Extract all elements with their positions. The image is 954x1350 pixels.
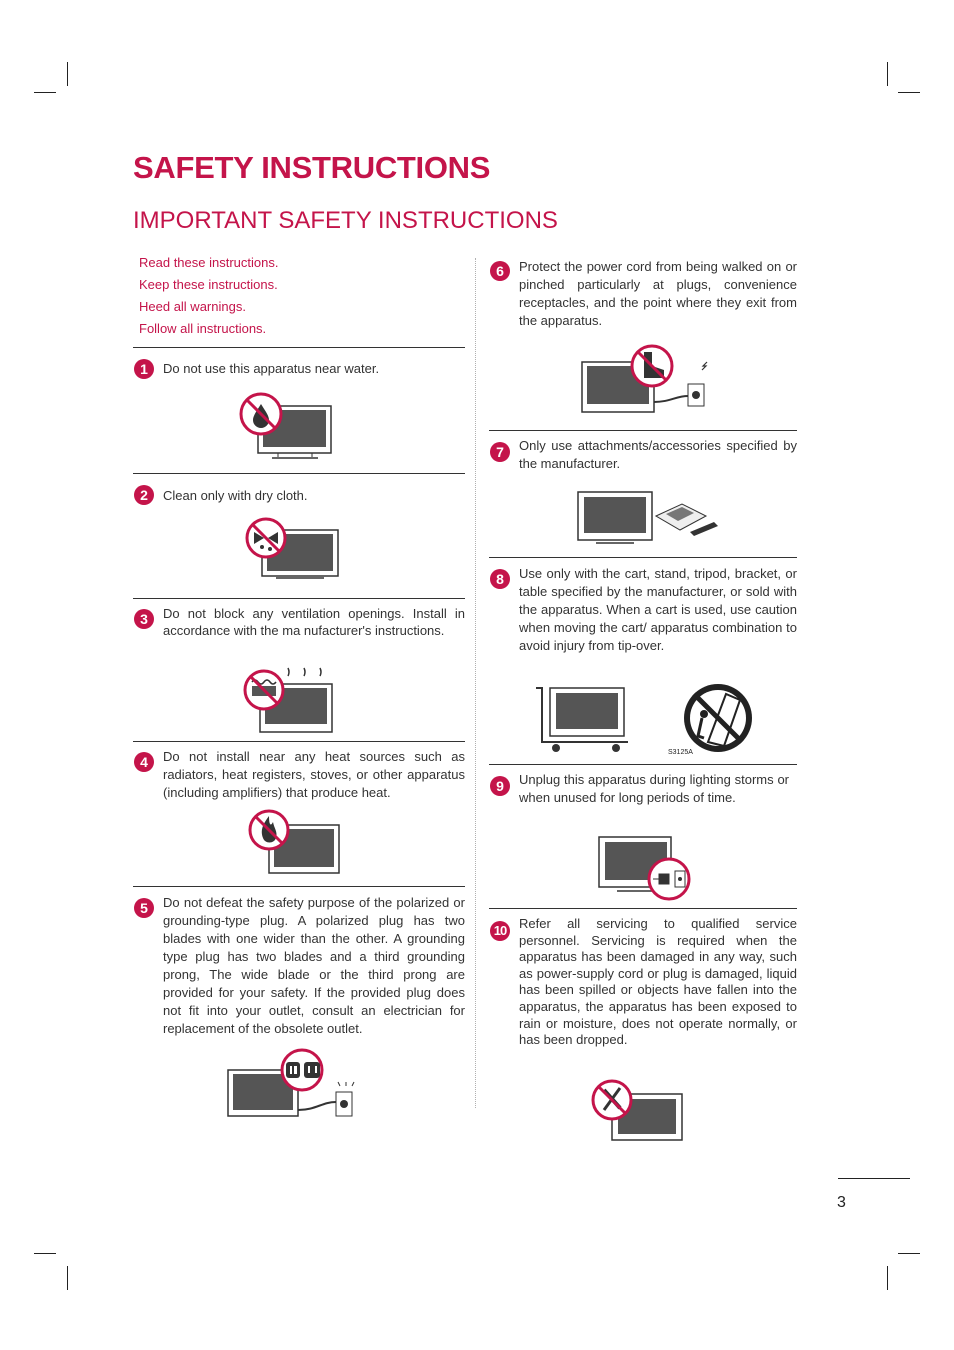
- item-text-6: Protect the power cord from being walked on or pinched particularly at plugs, convenience receptacles, and the point where they exit from the apparatus.: [519, 259, 797, 328]
- unplug-icon: [597, 833, 697, 903]
- no-water-icon: [238, 392, 338, 462]
- no-stepping-cord-icon: [578, 342, 718, 418]
- polarized-plug-icon: [226, 1048, 358, 1120]
- crop-mark: [898, 92, 920, 93]
- section-rule: [133, 347, 465, 348]
- item-number-5: 5: [134, 898, 154, 918]
- item-number-10: 10: [490, 921, 510, 941]
- item-text-1: Do not use this apparatus near water.: [163, 361, 380, 376]
- no-wet-cloth-icon: [244, 516, 344, 582]
- crop-mark: [67, 1266, 68, 1290]
- no-self-service-icon: [590, 1078, 690, 1146]
- item-text-5: Do not defeat the safety purpose of the polarized or grounding-type plug. A polarized plug has two blades with one wider than the other. A grounding type plug has two blades and a third grounding prong, The wide blade or the third prong are provided for your safety. If the provided plug does not fit into your outlet, consult an electrician for replacement of the obsolete outlet.: [163, 895, 465, 1036]
- item-number-8: 8: [490, 569, 510, 589]
- item-text-2: Clean only with dry cloth.: [163, 488, 308, 503]
- section-rule: [489, 764, 797, 765]
- crop-mark: [898, 1253, 920, 1254]
- item-number-4: 4: [134, 752, 154, 772]
- item-text-3: Do not block any ventilation openings. Install in accordance with the ma nufacturer's instructions.: [163, 606, 465, 638]
- no-blocked-vents-icon: [240, 664, 340, 736]
- intro-line: Follow all instructions.: [139, 321, 267, 336]
- item-number-7: 7: [490, 442, 510, 462]
- section-rule: [133, 598, 465, 599]
- intro-line: Heed all warnings.: [139, 299, 246, 314]
- item-number-6: 6: [490, 261, 510, 281]
- section-rule: [133, 473, 465, 474]
- no-heat-icon: [247, 808, 347, 878]
- crop-mark: [887, 62, 888, 86]
- section-rule: [133, 741, 465, 742]
- cart-tip-over-icon: [532, 682, 762, 762]
- item-text-10: Refer all servicing to qualified service personnel. Servicing is required when the apparatus has been damaged in any way, such as power-supply cord or plug is damaged, liquid has been spilled or objects have fallen into the apparatus, the apparatus has been exposed to rain or moisture, does not operate normally, or has been dropped.: [519, 916, 797, 1048]
- intro-list: [139, 254, 278, 342]
- page-number-rule: [838, 1178, 910, 1179]
- crop-mark: [34, 92, 56, 93]
- crop-mark: [67, 62, 68, 86]
- item-text-8: Use only with the cart, stand, tripod, bracket, or table specified by the manufacturer, or sold with the apparatus. When a cart is used, use caution when moving the cart/ apparatus combination to avoid injury from tip-over.: [519, 566, 797, 653]
- item-number-3: 3: [134, 609, 154, 629]
- intro-line: Read these instructions.: [139, 255, 279, 270]
- section-rule: [489, 557, 797, 558]
- item-text-4: Do not install near any heat sources such as radiators, heat registers, stoves, or other apparatus (including amplifiers) that produce heat.: [163, 749, 465, 800]
- item-text-7: Only use attachments/accessories specified by the manufacturer.: [519, 438, 797, 471]
- item-number-9: 9: [490, 776, 510, 796]
- section-rule: [489, 908, 797, 909]
- column-divider: [475, 258, 476, 1108]
- intro-line: Keep these instructions.: [139, 277, 278, 292]
- section-rule: [489, 430, 797, 431]
- page-title: SAFETY INSTRUCTIONS: [133, 150, 491, 185]
- item-text-9: Unplug this apparatus during lighting storms or when unused for long periods of time.: [519, 772, 789, 805]
- item-number-2: 2: [134, 485, 154, 505]
- cart-label: S3125A: [668, 749, 693, 756]
- crop-mark: [34, 1253, 56, 1254]
- page-number: 3: [837, 1194, 846, 1211]
- page-subtitle: IMPORTANT SAFETY INSTRUCTIONS: [133, 207, 558, 234]
- item-number-1: 1: [134, 359, 154, 379]
- crop-mark: [887, 1266, 888, 1290]
- section-rule: [133, 886, 465, 887]
- accessories-icon: [574, 488, 724, 548]
